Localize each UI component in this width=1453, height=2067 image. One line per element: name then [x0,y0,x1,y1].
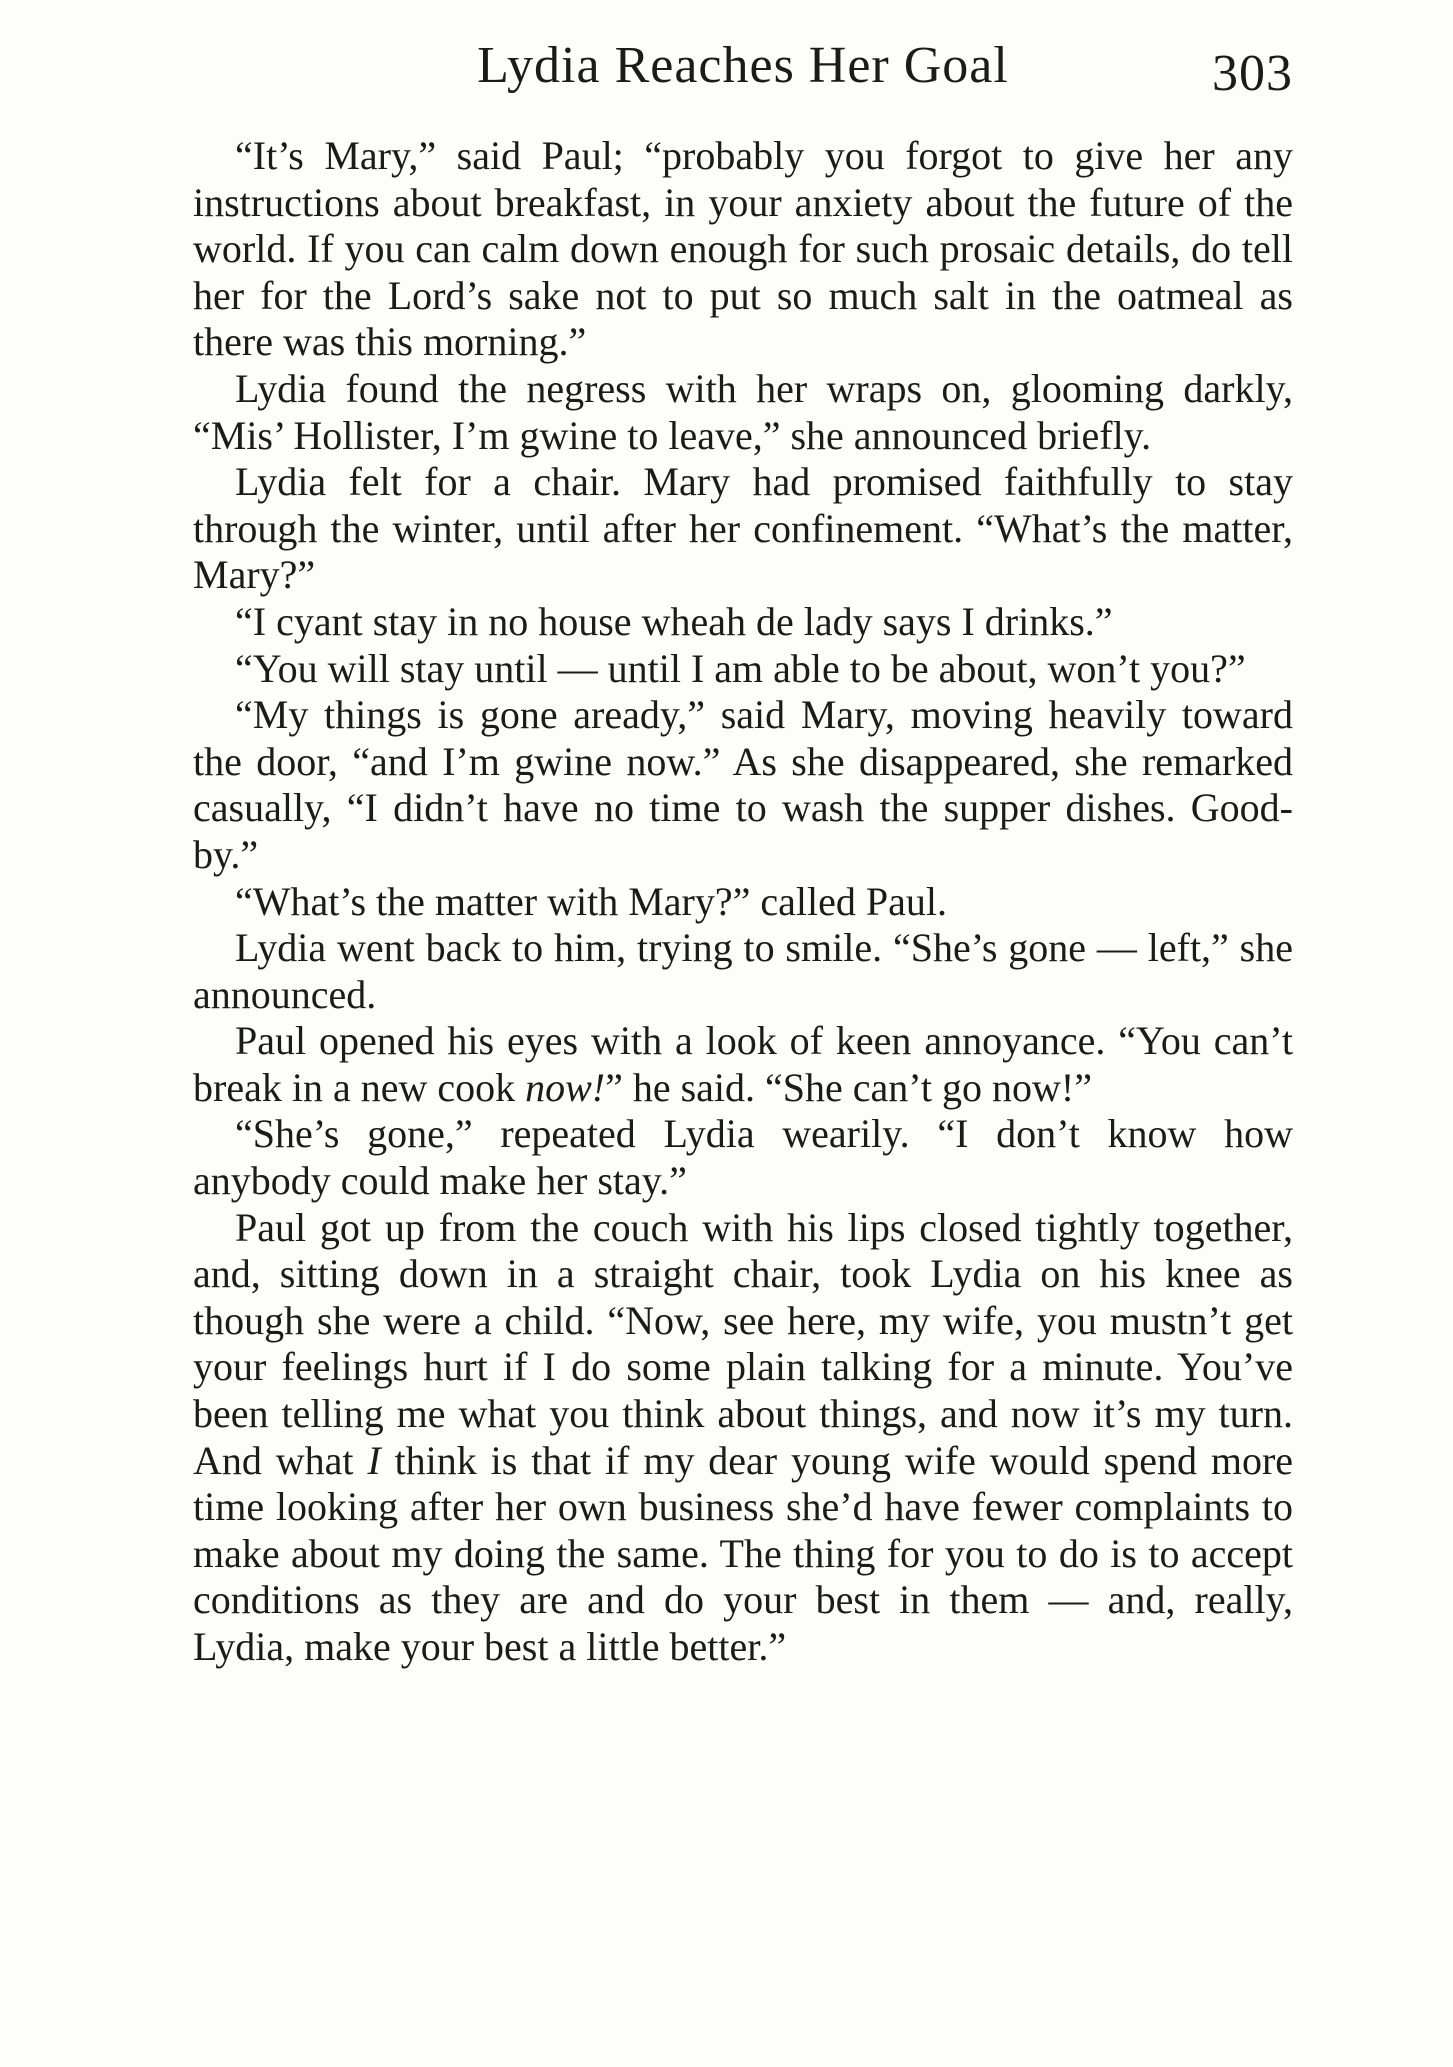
paragraph [193,1205,1293,1671]
paragraph: “My things is gone aready,” said Mary, moving heavily toward the door, “and I’m gwine now.” As she disappeared, she remarked casually, “I didn’t have no time to wash the supper dishes. Good-by.” [193,692,1293,877]
paragraph: “It’s Mary,” said Paul; “probably you forgot to give her any instructions about breakfast, in your anxiety about the future of the world. If you can calm down enough for such prosaic details, do tell her for the Lord’s sake not to put so much salt in the oatmeal as there was this morning.” [193,133,1293,365]
paragraph [193,1018,1293,1111]
emphasized-word: now! [525,1064,606,1110]
paragraph-text: think is that if my dear young wife would spend more time looking after her own business she’d have fewer complaints to make about my doing the same. The thing for you to do is to accept conditions as they are and do your best in them — and, really, Lydia, make your best a little better.” [193,1437,1294,1669]
page-number: 303 [1212,45,1293,102]
paragraph: “She’s gone,” repeated Lydia wearily. “I don’t know how anybody could make her stay.” [193,1111,1293,1204]
paragraph: “I cyant stay in no house wheah de lady says I drinks.” [235,598,1113,644]
paragraph-text: ” he said. “She can’t go now!” [605,1064,1092,1110]
paragraph-text: Paul got up from the couch with his lips closed tightly together, and, sitting down in a straight chair, took Lydia on his knee as though she were a child. “Now, see here, my wife, you mustn’t get your feelings hurt if I do some plain talking for a minute. You’ve been telling me what you think about things, and now it’s my turn. And what [193,1204,1293,1483]
paragraph-text: Paul opened his eyes with a look of keen annoyance. “You can’t break in a new cook [193,1018,1293,1110]
paragraph: Lydia went back to him, trying to smile. “She’s gone — left,” she announced. [193,925,1293,1017]
running-head [193,30,1293,110]
paragraph: “You will stay until — until I am able to be about, won’t you?” [235,645,1246,691]
paragraph: “What’s the matter with Mary?” called Paul. [235,878,947,924]
running-title: Lydia Reaches Her Goal [477,37,1009,94]
paragraph: Lydia found the negress with her wraps on, glooming darkly, “Mis’ Hollister, I’m gwine to leave,” she announced briefly. [193,365,1293,458]
emphasized-word: I [367,1437,381,1483]
body-text [193,133,1293,1671]
paragraph: Lydia felt for a chair. Mary had promised faithfully to stay through the winter, until after her confinement. “What’s the matter, Mary?” [193,459,1293,598]
